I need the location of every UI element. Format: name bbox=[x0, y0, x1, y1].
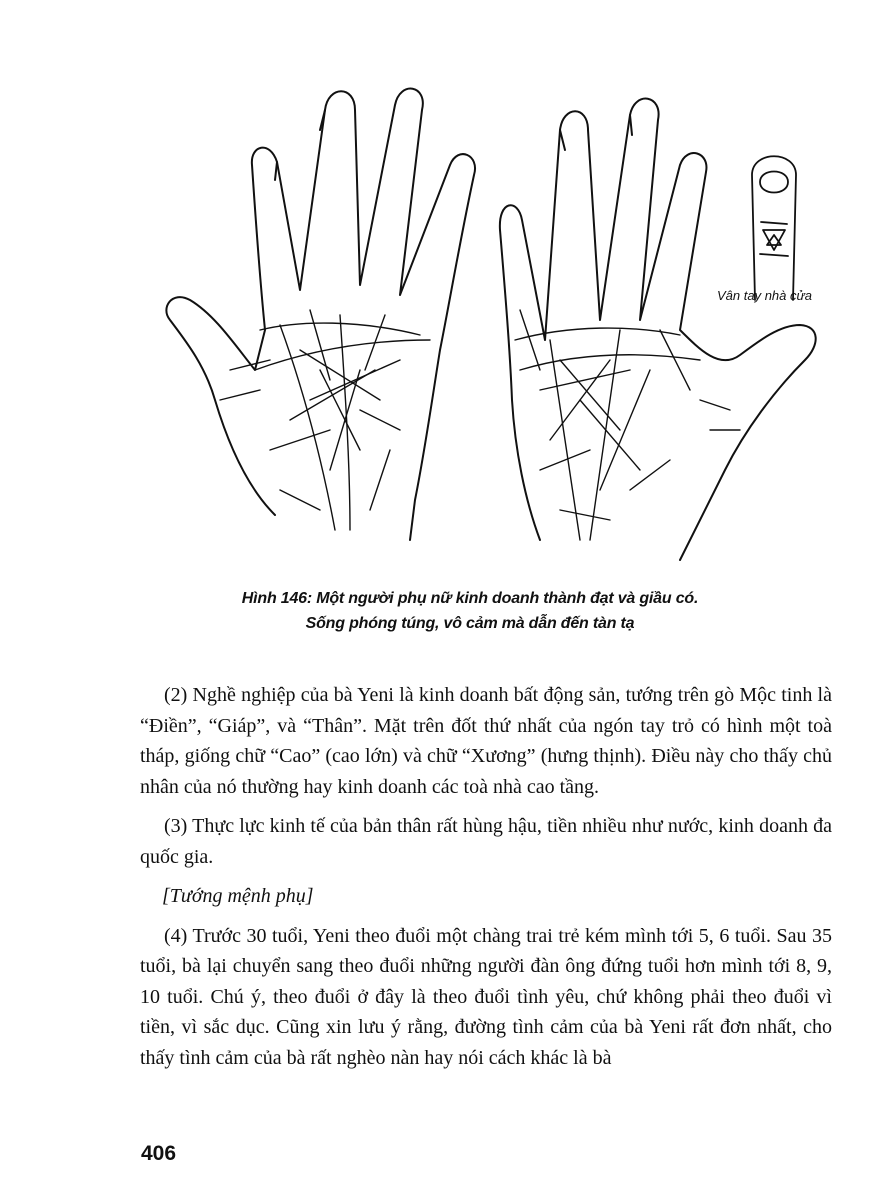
palm-illustration bbox=[160, 70, 840, 570]
section-heading: [Tướng mệnh phụ] bbox=[162, 885, 314, 907]
paragraph-4: (4) Trước 30 tuổi, Yeni theo đuổi một chàng trai trẻ kém mình tới 5, 6 tuổi. Sau 35 tuổi, bà lại chuyển sang theo đuổi những người đàn ông đứng tuổi hơn mình tới 8, 9, 10 tuổi. Chú ý, theo đuổi ở đây là theo đuổi tình yêu, chứ không phải theo đuổi vì tiền, vì sắc dục. Cũng xin lưu ý rằng, đường tình cảm của bà Yeni rất đơn nhất, cho thấy tình cảm của bà rất nghèo nàn hay nói cách khác là bà bbox=[140, 924, 832, 1069]
caption-line-1: Hình 146: Một người phụ nữ kinh doanh thành đạt và giầu có. bbox=[241, 590, 699, 607]
finger-label: Vân tay nhà cửa bbox=[717, 288, 812, 303]
palm-drawing bbox=[160, 70, 840, 570]
finger-detail bbox=[752, 156, 796, 300]
paragraph-3: (3) Thực lực kinh tế của bản thân rất hùng hậu, tiền nhiều như nước, kinh doanh đa quốc gia. bbox=[140, 815, 832, 868]
right-hand-outline bbox=[500, 99, 816, 560]
body-text bbox=[140, 680, 832, 1082]
page-number: 406 bbox=[141, 1142, 177, 1165]
left-palm-lines bbox=[220, 310, 430, 530]
figure-caption bbox=[150, 586, 790, 636]
left-hand-outline bbox=[166, 89, 475, 540]
paragraph-2: (2) Nghề nghiệp của bà Yeni là kinh doanh bất động sản, tướng trên gò Mộc tinh là “Điền”, “Giáp”, và “Thân”. Mặt trên đốt thứ nhất của ngón tay trỏ có hình một toà tháp, giống chữ “Cao” (cao lớn) và chữ “Xương” (hưng thịnh). Điều này cho thấy chủ nhân của nó thường hay kinh doanh các toà nhà cao tầng. bbox=[140, 684, 832, 798]
caption-line-2: Sống phóng túng, vô cảm mà dẫn đến tàn tạ bbox=[305, 615, 635, 632]
